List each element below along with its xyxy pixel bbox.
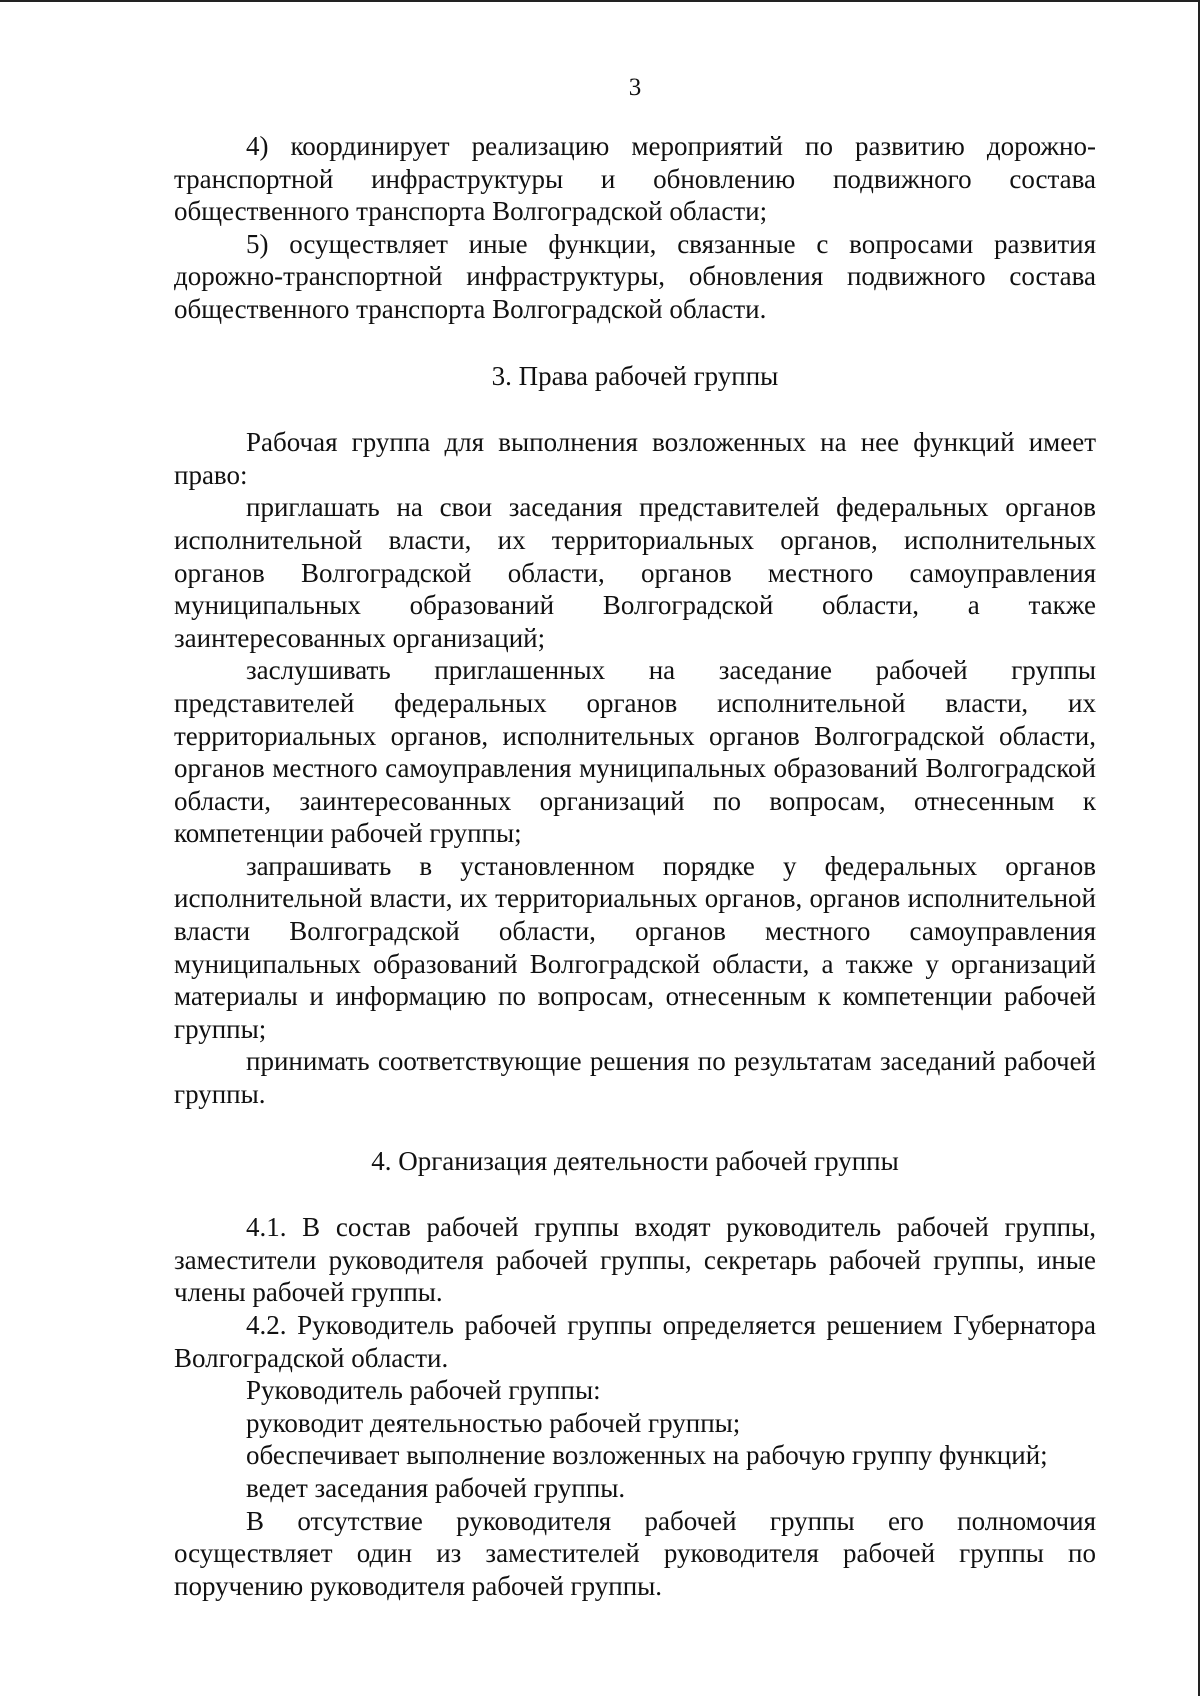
paragraph-item-5: 5) осуществляет иные функции, связанные с вопросами развития дорожно-транспортной инфраструктуры, обновления подвижного состава общественного транспорта Волгоградской области. xyxy=(174,228,1096,324)
section-4-heading: 4. Организация деятельности рабочей группы xyxy=(371,1145,899,1176)
paragraph-4-2: 4.2. Руководитель рабочей группы определяется решением Губернатора Волгоградской области. xyxy=(174,1310,1096,1373)
paragraph-4-1: 4.1. В состав рабочей группы входят руководитель рабочей группы, заместители руководителя рабочей группы, секретарь рабочей группы, иные члены рабочей группы. xyxy=(174,1212,1096,1308)
paragraph-request: запрашивать в установленном порядке у федеральных органов исполнительной власти, их территориальных органов, органов исполнительной власти Волгоградской области, органов местного самоуправления муниципальных образований Волгоградской области, а также у организаций материалы и информацию по вопросам, отнесенным к компетенции рабочей группы; xyxy=(174,850,1096,1044)
spacer xyxy=(174,392,1096,426)
document-body xyxy=(174,130,1096,1602)
paragraph-hear: заслушивать приглашенных на заседание рабочей группы представителей федеральных органов исполнительной власти, их территориальных органов, исполнительных органов Волгоградской области, органов местного самоуправления муниципальных образований Волгоградской области, заинтересованных организаций по вопросам, отнесенным к компетенции рабочей группы; xyxy=(174,655,1096,849)
paragraph-item-4: 4) координирует реализацию мероприятий по развитию дорожно-транспортной инфраструктуры и обновлению подвижного состава общественного транспорта Волгоградской области; xyxy=(174,131,1096,227)
paragraph-invite: приглашать на свои заседания представителей федеральных органов исполнительной власти, их территориальных органов, исполнительных органов Волгоградской области, органов местного самоуправления муниципальных образований Волгоградской области, а также заинтересованных организаций; xyxy=(174,492,1096,653)
paragraph-head-intro: Руководитель рабочей группы: xyxy=(246,1375,601,1406)
spacer xyxy=(174,326,1096,360)
paragraph-decide: принимать соответствующие решения по результатам заседаний рабочей группы. xyxy=(174,1046,1096,1110)
paragraph-head-ensures: обеспечивает выполнение возложенных на рабочую группу функций; xyxy=(246,1440,1048,1471)
paragraph-rights-intro: Рабочая группа для выполнения возложенных на нее функций имеет право: xyxy=(174,427,1096,490)
section-3-heading: 3. Права рабочей группы xyxy=(491,360,779,391)
page-number: 3 xyxy=(628,74,642,101)
page-border-top xyxy=(0,0,1200,2)
paragraph-absence: В отсутствие руководителя рабочей группы его полномочия осуществляет один из заместителей руководителя рабочей группы по поручению руководителя рабочей группы. xyxy=(174,1505,1096,1601)
paragraph-head-manages: руководит деятельностью рабочей группы; xyxy=(246,1407,741,1438)
spacer xyxy=(174,1177,1096,1211)
spacer xyxy=(174,1111,1096,1145)
paragraph-head-conducts: ведет заседания рабочей группы. xyxy=(246,1472,626,1503)
